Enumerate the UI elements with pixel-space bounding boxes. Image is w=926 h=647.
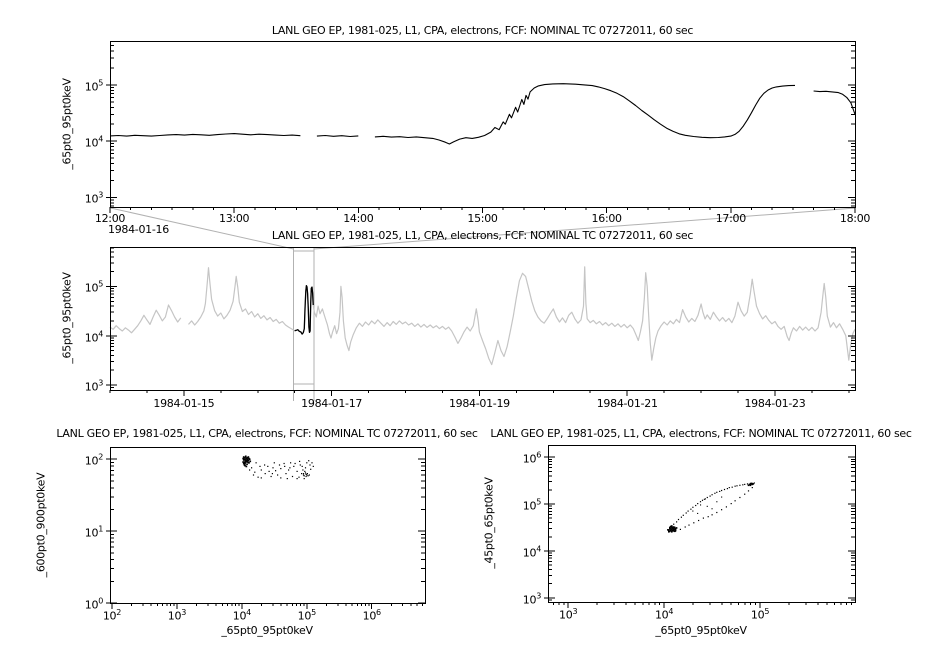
x-tick-label: $10^3$	[559, 607, 578, 622]
zoom-connector-right	[314, 208, 856, 249]
panel-title-scatter-left: LANL GEO EP, 1981-025, L1, CPA, electrons, FCF: NOMINAL TC 07272011, 60 sec	[56, 427, 478, 440]
x-tick-label: $10^5$	[297, 608, 316, 623]
y-tick-label: $10^4$	[522, 544, 541, 560]
y-tick-label: $10^1$	[84, 524, 103, 540]
x-tick-label: $10^4$	[654, 607, 674, 622]
y-tick-label: $10^4$	[84, 329, 103, 345]
y-tick-label: $10^2$	[84, 452, 103, 468]
series-overview-highlight	[295, 286, 314, 335]
zoom-connector-left	[111, 208, 294, 249]
x-tick-label: 1984-01-23	[744, 397, 806, 410]
scatter-cluster-inner-dots	[692, 497, 722, 515]
y-tick-label: $10^0$	[84, 596, 103, 612]
x-tick-label: 1984-01-17	[301, 397, 363, 410]
x-tick-label: 1984-01-21	[596, 397, 658, 410]
plot-frame-overview[interactable]	[111, 248, 856, 391]
x-tick-label: 16:00	[591, 212, 622, 225]
x-axis-label-scatter-left: _65pt0_95pt0keV	[221, 624, 313, 637]
x-tick-label: 1984-01-19	[448, 397, 510, 410]
scatter-cluster-lower-arc	[675, 487, 753, 532]
scatter-cluster-upper-arc	[671, 482, 755, 527]
panel-title-top: LANL GEO EP, 1981-025, L1, CPA, electrons, FCF: NOMINAL TC 07272011, 60 sec	[271, 24, 694, 37]
x-tick-label: $10^2$	[102, 608, 122, 623]
plot-frame-scatter-right[interactable]	[549, 446, 856, 603]
y-tick-label: $10^6$	[522, 450, 541, 466]
y-tick-label: $10^3$	[84, 191, 103, 206]
scatter-cluster-spread	[249, 460, 314, 479]
y-tick-label: $10^5$	[522, 497, 541, 513]
y-tick-label: $10^5$	[84, 280, 103, 295]
panel-title-scatter-right: LANL GEO EP, 1981-025, L1, CPA, electrons, FCF: NOMINAL TC 07272011, 60 sec	[490, 427, 912, 440]
x-tick-label: 15:00	[467, 212, 498, 225]
x-tick-label: $10^4$	[232, 608, 251, 623]
y-axis-label-top: _65pt0_95pt0keV	[60, 78, 74, 170]
x-tick-label: 13:00	[219, 212, 250, 225]
y-tick-label: $10^4$	[84, 134, 103, 150]
series-detail	[110, 84, 855, 144]
y-tick-label: $10^3$	[522, 591, 541, 607]
x-tick-label: 18:00	[839, 212, 871, 225]
x-tick-label: 12:00	[94, 212, 126, 225]
x-tick-label: $10^5$	[750, 607, 770, 622]
x-tick-label: $10^3$	[167, 608, 186, 623]
x-axis-date-label: 1984-01-16	[108, 223, 169, 236]
y-axis-label-scatter-left: _600pt0_900pt0keV	[34, 472, 48, 578]
y-tick-label: $10^5$	[84, 78, 103, 94]
scatter-cluster-tip-cluster	[748, 483, 754, 487]
plot-frame-scatter-left[interactable]	[111, 448, 426, 604]
x-tick-label: 17:00	[715, 212, 746, 225]
x-tick-label: 1984-01-15	[153, 397, 215, 410]
x-tick-label: $10^6$	[362, 608, 381, 623]
scatter-cluster-dense-blob	[242, 456, 251, 468]
x-tick-label: 14:00	[343, 212, 374, 225]
series-overview-context	[110, 267, 855, 365]
x-axis-label-scatter-right: _65pt0_95pt0keV	[655, 624, 747, 637]
y-axis-label-overview: _65pt0_95pt0keV	[60, 272, 74, 364]
y-axis-label-scatter-right: _45pt0_65pt0keV	[482, 477, 496, 569]
panel-title-overview: LANL GEO EP, 1981-025, L1, CPA, electrons, FCF: NOMINAL TC 07272011, 60 sec	[271, 229, 694, 242]
y-tick-label: $10^3$	[84, 378, 103, 394]
